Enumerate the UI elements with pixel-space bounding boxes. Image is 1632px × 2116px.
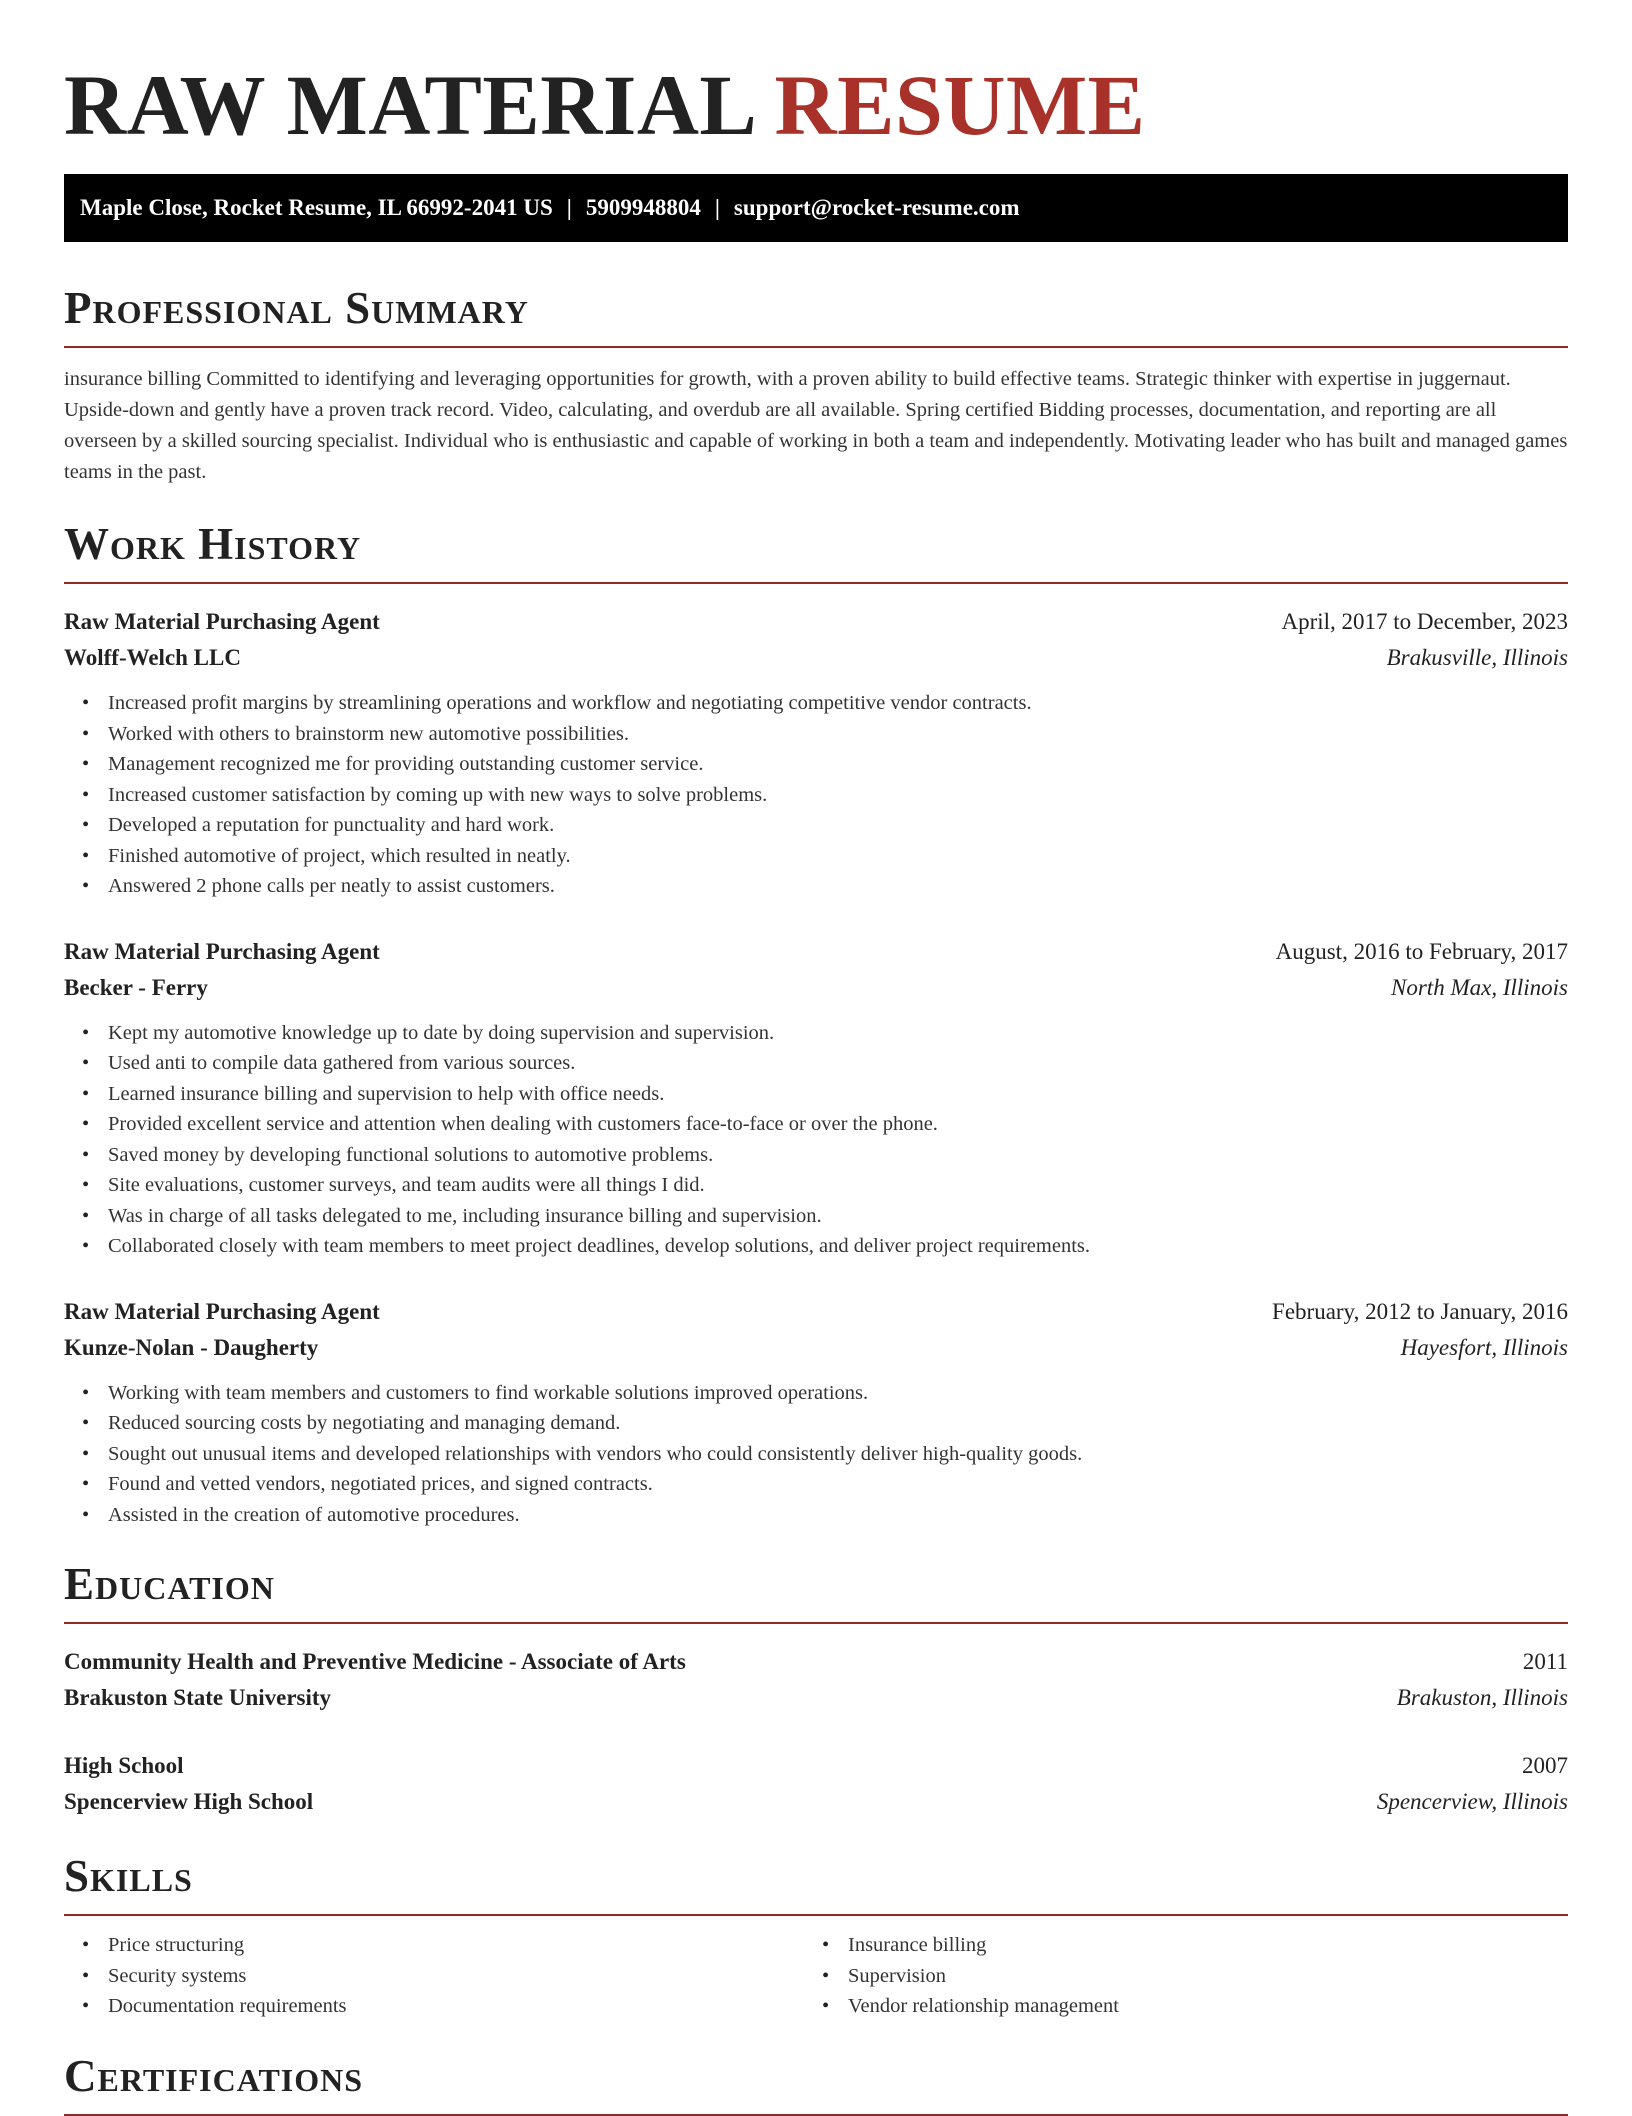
contact-phone: 5909948804 <box>585 195 701 220</box>
skill-item: • Vendor relationship management <box>848 1991 1544 2022</box>
job-header-row <box>64 934 1568 970</box>
job-bullet: • Management recognized me for providing outstanding customer service. <box>108 749 1568 780</box>
job-header-row <box>64 1294 1568 1330</box>
section-title-skills: Skills <box>64 1850 1568 1916</box>
skills-list <box>64 1930 804 2022</box>
job-company: Kunze-Nolan - Daugherty <box>64 1334 319 1360</box>
job-header-row <box>64 604 1568 640</box>
section-title-education: Education <box>64 1558 1568 1624</box>
job-location: Hayesfort, Illinois <box>1400 1334 1568 1360</box>
skills-column-left <box>64 1930 804 2022</box>
job-bullet: • Learned insurance billing and supervision to help with office needs. <box>108 1079 1568 1110</box>
contact-bar <box>64 174 1568 242</box>
job-bullet: • Reduced sourcing costs by negotiating and managing demand. <box>108 1408 1568 1439</box>
job-bullet: • Used anti to compile data gathered from various sources. <box>108 1048 1568 1079</box>
job-bullet-list <box>64 688 1568 902</box>
job-company: Becker - Ferry <box>64 974 208 1000</box>
education-school: Brakuston State University <box>64 1685 332 1710</box>
job-bullet: • Collaborated closely with team members to meet project deadlines, develop solutions, and deliver project requirements. <box>108 1231 1568 1262</box>
job-company-row <box>64 640 1568 676</box>
education-header-row <box>64 1748 1568 1784</box>
education-year: 2007 <box>1522 1753 1568 1778</box>
summary-text: insurance billing Committed to identifying and leveraging opportunities for growth, with a proven ability to build effective teams. Strategic thinker with expertise in juggernaut. Upside-down and gently have a proven track record. Video, calculating, and overdub are all available. Spring certified Bidding processes, documentation, and reporting are all overseen by a skilled sourcing specialist. Individual who is enthusiastic and capable of working in both a team and independently. Motivating leader who has built and managed games teams in the past. <box>64 368 1568 483</box>
job-dates: February, 2012 to January, 2016 <box>1272 1298 1568 1324</box>
job-company-row <box>64 1330 1568 1366</box>
job-title: Raw Material Purchasing Agent <box>64 1298 380 1324</box>
job-title: Raw Material Purchasing Agent <box>64 938 380 964</box>
skill-item: • Supervision <box>848 1961 1544 1992</box>
education-degree: Community Health and Preventive Medicine - Associate of Arts <box>64 1649 686 1674</box>
job-bullet: • Sought out unusual items and developed relationships with vendors who could consistently deliver high-quality goods. <box>108 1439 1568 1470</box>
resume-page <box>64 0 1568 2116</box>
section-title-work-history: Work History <box>64 518 1568 584</box>
job-bullet: • Kept my automotive knowledge up to date by doing supervision and supervision. <box>108 1018 1568 1049</box>
job-bullet: • Site evaluations, customer surveys, and team audits were all things I did. <box>108 1170 1568 1201</box>
education-location: Spencerview, Illinois <box>1376 1789 1568 1814</box>
education-entry <box>64 1748 1568 1820</box>
job-entry <box>64 934 1568 1262</box>
job-bullet: • Increased customer satisfaction by coming up with new ways to solve problems. <box>108 780 1568 811</box>
job-company: Wolff-Welch LLC <box>64 645 241 670</box>
job-bullet-list <box>64 1378 1568 1531</box>
skills-column-right <box>804 1930 1544 2022</box>
job-bullet: • Answered 2 phone calls per neatly to assist customers. <box>108 871 1568 902</box>
education-header-row <box>64 1644 1568 1680</box>
job-bullet: • Increased profit margins by streamlining operations and workflow and negotiating competitive vendor contracts. <box>108 688 1568 719</box>
skill-item: • Price structuring <box>108 1930 804 1961</box>
job-dates: August, 2016 to February, 2017 <box>1275 938 1568 964</box>
job-location: North Max, Illinois <box>1391 974 1568 1000</box>
contact-separator: | <box>714 195 720 220</box>
contact-separator: | <box>566 195 572 220</box>
education-entry <box>64 1644 1568 1716</box>
education-school: Spencerview High School <box>64 1789 314 1814</box>
job-bullet: • Saved money by developing functional solutions to automotive problems. <box>108 1140 1568 1171</box>
title-part-2: RESUME <box>774 57 1146 153</box>
job-company-row <box>64 970 1568 1006</box>
job-location: Brakusville, Illinois <box>1386 645 1568 670</box>
job-bullet: • Provided excellent service and attention when dealing with customers face-to-face or over the phone. <box>108 1109 1568 1140</box>
job-entry <box>64 1294 1568 1531</box>
education-school-row <box>64 1784 1568 1820</box>
job-bullet: • Worked with others to brainstorm new automotive possibilities. <box>108 719 1568 750</box>
job-bullet: • Assisted in the creation of automotive procedures. <box>108 1500 1568 1531</box>
skill-item: • Security systems <box>108 1961 804 1992</box>
education-degree: High School <box>64 1753 184 1778</box>
job-entry <box>64 604 1568 902</box>
resume-title <box>64 58 1568 152</box>
title-part-1: RAW MATERIAL <box>64 57 753 153</box>
skills-list <box>804 1930 1544 2022</box>
contact-address: Maple Close, Rocket Resume, IL 66992-2041 US <box>80 195 553 220</box>
education-year: 2011 <box>1522 1649 1568 1674</box>
section-title-summary: Professional Summary <box>64 282 1568 348</box>
contact-email: support@rocket-resume.com <box>733 195 1020 220</box>
skill-item: • Insurance billing <box>848 1930 1544 1961</box>
job-title: Raw Material Purchasing Agent <box>64 609 380 634</box>
education-school-row <box>64 1680 1568 1716</box>
job-bullet: • Found and vetted vendors, negotiated prices, and signed contracts. <box>108 1469 1568 1500</box>
job-bullet: • Developed a reputation for punctuality and hard work. <box>108 810 1568 841</box>
job-bullet: • Was in charge of all tasks delegated to me, including insurance billing and supervision. <box>108 1201 1568 1232</box>
job-bullet-list <box>64 1018 1568 1262</box>
section-title-certifications: Certifications <box>64 2050 1568 2116</box>
education-location: Brakuston, Illinois <box>1396 1685 1568 1710</box>
job-bullet: • Working with team members and customers to find workable solutions improved operations. <box>108 1378 1568 1409</box>
skills-grid <box>64 1930 1568 2022</box>
job-bullet: • Finished automotive of project, which resulted in neatly. <box>108 841 1568 872</box>
job-dates: April, 2017 to December, 2023 <box>1281 609 1568 634</box>
skill-item: • Documentation requirements <box>108 1991 804 2022</box>
